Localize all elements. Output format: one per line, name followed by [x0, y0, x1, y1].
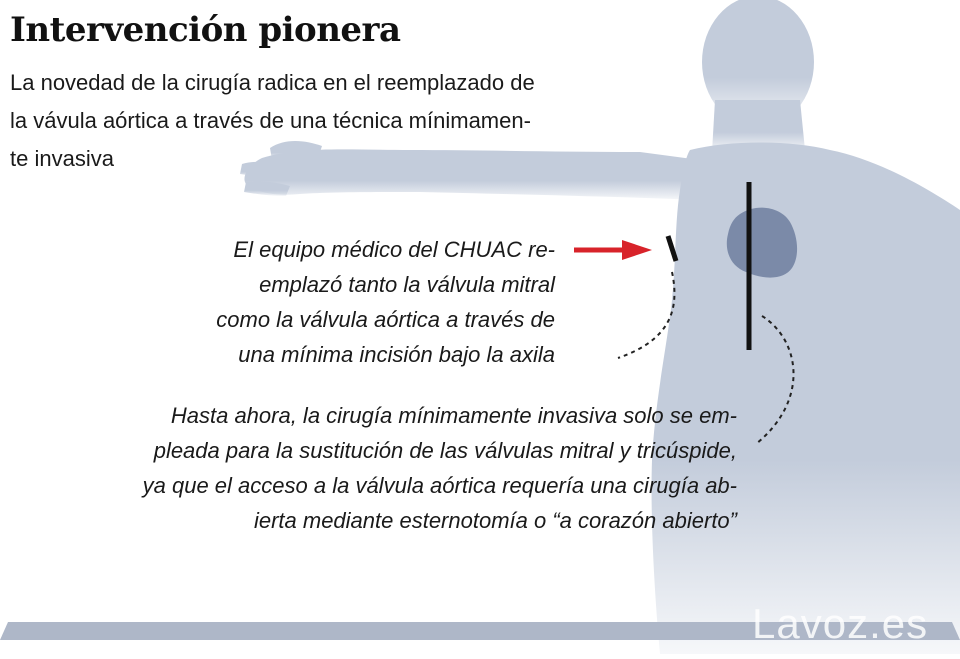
subtitle — [10, 64, 650, 178]
previous-note-line: ya que el acceso a la válvula aórtica requería una cirugía ab- — [142, 473, 737, 498]
watermark-logo: Lavoz.es — [752, 600, 929, 647]
axilla-incision — [668, 236, 676, 261]
previous-technique-note — [143, 398, 737, 538]
incision-note-line: como la válvula aórtica a través de — [216, 307, 555, 332]
incision-note — [216, 232, 555, 372]
incision-note-line: emplazó tanto la válvula mitral — [259, 272, 555, 297]
subtitle-line: la vávula aórtica a través de una técnica mínimamen- — [10, 108, 531, 133]
incision-note-line: El equipo médico del CHUAC re- — [233, 237, 555, 262]
subtitle-line: te invasiva — [10, 146, 114, 171]
previous-note-line: Hasta ahora, la cirugía mínimamente invasiva solo se em- — [170, 403, 737, 428]
previous-note-line: pleada para la sustitución de las válvulas mitral y tricúspide, — [153, 438, 737, 463]
arrow-icon — [574, 240, 652, 260]
incision-note-line: una mínima incisión bajo la axila — [238, 342, 555, 367]
subtitle-line: La novedad de la cirugía radica en el reemplazado de — [10, 70, 535, 95]
page-title: Intervención pionera — [10, 10, 401, 50]
previous-note-line: ierta mediante esternotomía o “a corazón abierto” — [253, 508, 737, 533]
